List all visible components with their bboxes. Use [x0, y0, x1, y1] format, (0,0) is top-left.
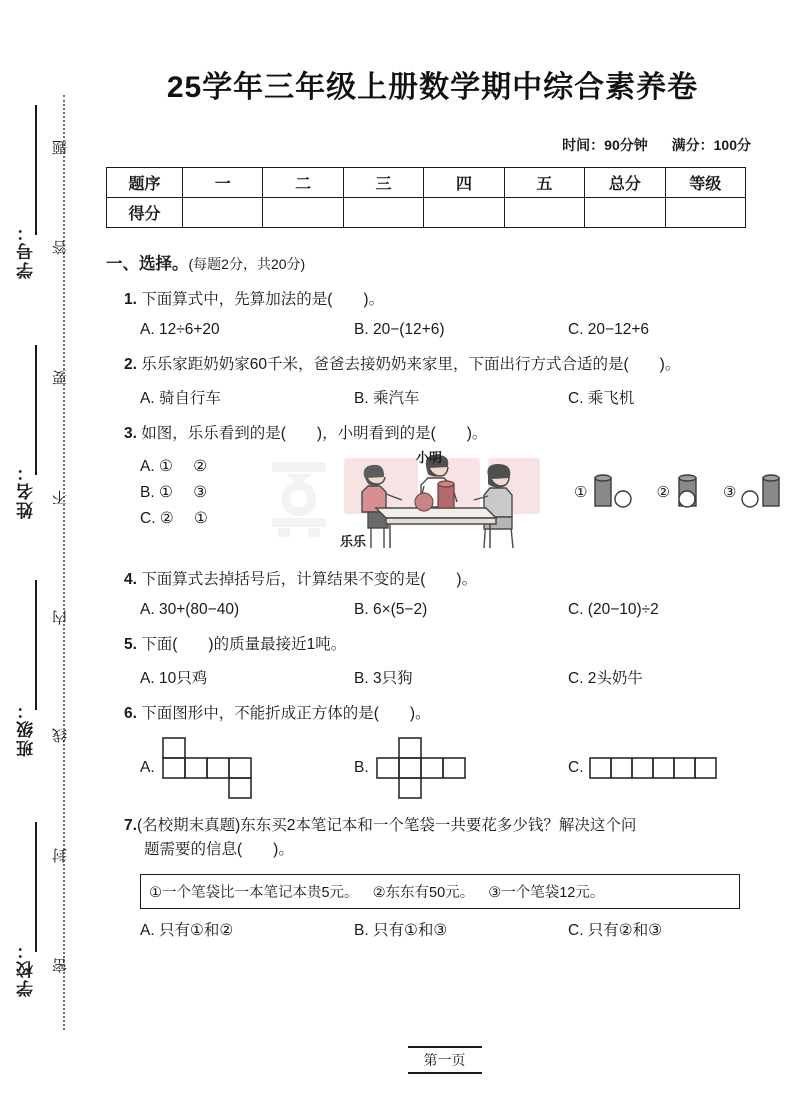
- view-option-1[interactable]: [574, 472, 636, 512]
- score-cell-3[interactable]: [343, 198, 423, 228]
- view-3-circle-left-cylinder-right-icon: [739, 472, 785, 512]
- seal-field-class: 班级：: [17, 700, 36, 757]
- question-5: [106, 633, 759, 657]
- seal-dotted-line: [63, 95, 65, 1030]
- table-row-scores: [107, 198, 746, 228]
- page-footer: [96, 1046, 793, 1074]
- exam-total-label: 满分：100分: [671, 137, 751, 153]
- seal-char-xian: 线: [52, 728, 69, 743]
- question-6-option-b[interactable]: [354, 736, 568, 800]
- question-3-body: [106, 450, 759, 554]
- question-1-option-b[interactable]: B. 20−(12+6): [354, 321, 445, 339]
- question-3-figure: [256, 450, 759, 554]
- info-item-3: ③一个笔袋12元。: [488, 885, 605, 902]
- question-4-options: [106, 601, 759, 619]
- question-3-option-c[interactable]: [140, 509, 256, 528]
- view-option-3[interactable]: [723, 472, 785, 512]
- section-header-choice: [106, 250, 759, 274]
- question-6-option-b-label: B.: [354, 759, 369, 777]
- seal-char-mi: 密: [52, 958, 69, 973]
- seal-char-feng: 封: [52, 848, 69, 863]
- section-title: 一、选择。: [106, 255, 189, 273]
- score-cell-total[interactable]: [585, 198, 665, 228]
- question-1-option-a[interactable]: A. 12÷6+20: [140, 321, 220, 339]
- cube-net-c-icon: [588, 736, 724, 800]
- score-col-1: 一: [183, 168, 263, 198]
- classroom-scene-illustration: [320, 450, 560, 554]
- score-cell-4[interactable]: [424, 198, 504, 228]
- score-col-2: 二: [263, 168, 343, 198]
- page-title: 25学年三年级上册数学期中综合素养卷: [166, 71, 699, 104]
- question-7-text: (名校期末真题)东东买2本笔记本和一个笔袋一共要花多少钱？解决这个问: [136, 817, 637, 835]
- question-7-line-2: 题需要的信息( )。: [144, 841, 294, 859]
- page-number-label: 第一页: [408, 1046, 482, 1074]
- seal-char-ti: 题: [52, 140, 69, 155]
- question-6-options: [106, 736, 759, 800]
- question-3: [106, 422, 759, 446]
- exam-meta: [106, 135, 759, 155]
- question-5-number: 5.: [124, 636, 137, 654]
- question-3-option-c-second: ①: [194, 510, 208, 528]
- score-col-5: 五: [504, 168, 584, 198]
- seal-field-school: 学校：: [17, 940, 36, 997]
- question-3-options: [106, 450, 256, 535]
- seal-char-da: 答: [52, 240, 69, 255]
- seal-char-yao: 要: [52, 370, 69, 385]
- question-5-option-c[interactable]: C. 2头奶牛: [568, 670, 643, 688]
- question-5-text: 下面( )的质量最接近1吨。: [141, 636, 347, 654]
- view-1-cylinder-left-circle-right-icon: [590, 472, 636, 512]
- seal-field-name: 姓名：: [17, 462, 36, 519]
- view-option-3-label: ③: [722, 484, 737, 502]
- question-1-number: 1.: [124, 291, 137, 308]
- question-5-option-a[interactable]: A. 10只鸡: [140, 670, 208, 688]
- score-table-row-label-2: 得分: [107, 198, 183, 228]
- question-5-option-b[interactable]: B. 3只狗: [354, 670, 413, 688]
- question-3-option-a-first: ①: [158, 458, 173, 476]
- question-2: [106, 353, 759, 377]
- view-option-2-label: ②: [656, 484, 670, 502]
- view-2-cylinder-with-circle-front-icon: [673, 472, 703, 512]
- question-7-number: 7.: [124, 817, 137, 835]
- question-2-number: 2.: [124, 356, 137, 374]
- question-3-option-c-first: ②: [159, 510, 174, 528]
- question-1-option-c[interactable]: C. 20−12+6: [568, 321, 650, 339]
- cube-net-a-icon: [159, 736, 263, 800]
- question-2-options: [106, 386, 759, 408]
- question-3-option-a[interactable]: [140, 457, 256, 476]
- info-item-2: ②东东有50元。: [372, 885, 475, 902]
- question-6-option-a-label: A.: [140, 759, 155, 777]
- score-col-4: 四: [424, 168, 504, 198]
- question-7: [106, 814, 759, 862]
- seal-field-student-id: 学号：: [17, 222, 36, 279]
- score-col-total: 总分: [585, 168, 665, 198]
- question-3-view-options: [574, 472, 785, 512]
- question-4: [106, 568, 759, 592]
- question-3-option-b-label: B.: [140, 484, 155, 502]
- question-4-number: 4.: [124, 571, 137, 589]
- score-cell-2[interactable]: [263, 198, 343, 228]
- question-7-option-c[interactable]: C. 只有②和③: [568, 922, 663, 940]
- question-4-text: 下面算式去掉括号后，计算结果不变的是( )。: [141, 571, 478, 589]
- question-3-option-b-second: ③: [193, 484, 208, 502]
- seal-rule-2: [35, 345, 37, 475]
- question-3-number: 3.: [124, 425, 137, 443]
- score-cell-grade[interactable]: [665, 198, 745, 228]
- question-6-text: 下面图形中，不能折成正方体的是( )。: [141, 705, 431, 723]
- question-2-option-a[interactable]: A. 骑自行车: [140, 390, 221, 408]
- table-row-headers: [107, 168, 746, 198]
- seal-margin: [0, 0, 96, 1102]
- score-cell-1[interactable]: [183, 198, 263, 228]
- label-xiaoming: 小明: [416, 450, 443, 466]
- score-table: [106, 167, 746, 228]
- question-3-option-b-first: ①: [158, 484, 173, 502]
- question-1-options: [106, 321, 759, 339]
- section-points: (每题2分，共20分): [188, 256, 306, 272]
- question-2-option-b[interactable]: B. 乘汽车: [354, 390, 420, 408]
- question-4-option-a[interactable]: A. 30+(80−40): [140, 601, 240, 619]
- question-3-text: 如图，乐乐看到的是( )，小明看到的是( )。: [141, 425, 488, 443]
- question-3-option-a-label: A.: [140, 458, 155, 476]
- question-7-line-1: [124, 814, 759, 838]
- question-3-option-a-second: ②: [193, 458, 208, 476]
- question-7-option-a[interactable]: A. 只有①和②: [140, 922, 234, 940]
- question-3-option-c-label: C.: [140, 510, 156, 528]
- score-col-grade: 等级: [665, 168, 745, 198]
- seal-rule-1: [35, 105, 37, 235]
- exam-page: [96, 0, 793, 1102]
- question-1: [106, 288, 759, 312]
- question-2-option-c[interactable]: C. 乘飞机: [568, 390, 635, 408]
- question-4-option-b[interactable]: B. 6×(5−2): [354, 601, 428, 619]
- question-6-number: 6.: [124, 705, 137, 723]
- score-col-3: 三: [343, 168, 423, 198]
- ball-shape-icon: [415, 493, 433, 511]
- score-table-row-label-1: 题序: [107, 168, 183, 198]
- view-option-1-label: ①: [574, 484, 588, 502]
- question-6-option-c[interactable]: [568, 736, 724, 800]
- question-7-option-b[interactable]: B. 只有①和③: [354, 922, 448, 940]
- info-item-1: ①一个笔袋比一本笔记本贵5元。: [149, 885, 359, 902]
- view-option-2[interactable]: [656, 472, 702, 512]
- seal-rule-3: [35, 580, 37, 710]
- question-6: [106, 702, 759, 726]
- question-5-options: [106, 666, 759, 688]
- question-3-option-b[interactable]: [140, 483, 256, 502]
- seal-rule-4: [35, 822, 37, 952]
- question-2-text: 乐乐家距奶奶家60千米，爸爸去接奶奶来家里，下面出行方式合适的是( )。: [141, 356, 681, 374]
- seal-char-nei: 内: [52, 610, 69, 625]
- question-4-option-c[interactable]: C. (20−10)÷2: [568, 601, 659, 619]
- label-lele: 乐乐: [340, 534, 367, 550]
- question-1-text: 下面算式中，先算加法的是( )。: [141, 291, 385, 308]
- question-7-options: [106, 918, 759, 940]
- cylinder-shape-icon: [438, 481, 454, 508]
- seal-char-bu: 不: [52, 490, 69, 505]
- exam-time-label: 时间：90分钟: [562, 137, 648, 153]
- score-cell-5[interactable]: [504, 198, 584, 228]
- question-6-option-a[interactable]: [140, 736, 354, 800]
- question-6-option-c-label: C.: [568, 759, 584, 777]
- cube-net-b-icon: [373, 736, 477, 800]
- question-7-info-box: [140, 874, 740, 909]
